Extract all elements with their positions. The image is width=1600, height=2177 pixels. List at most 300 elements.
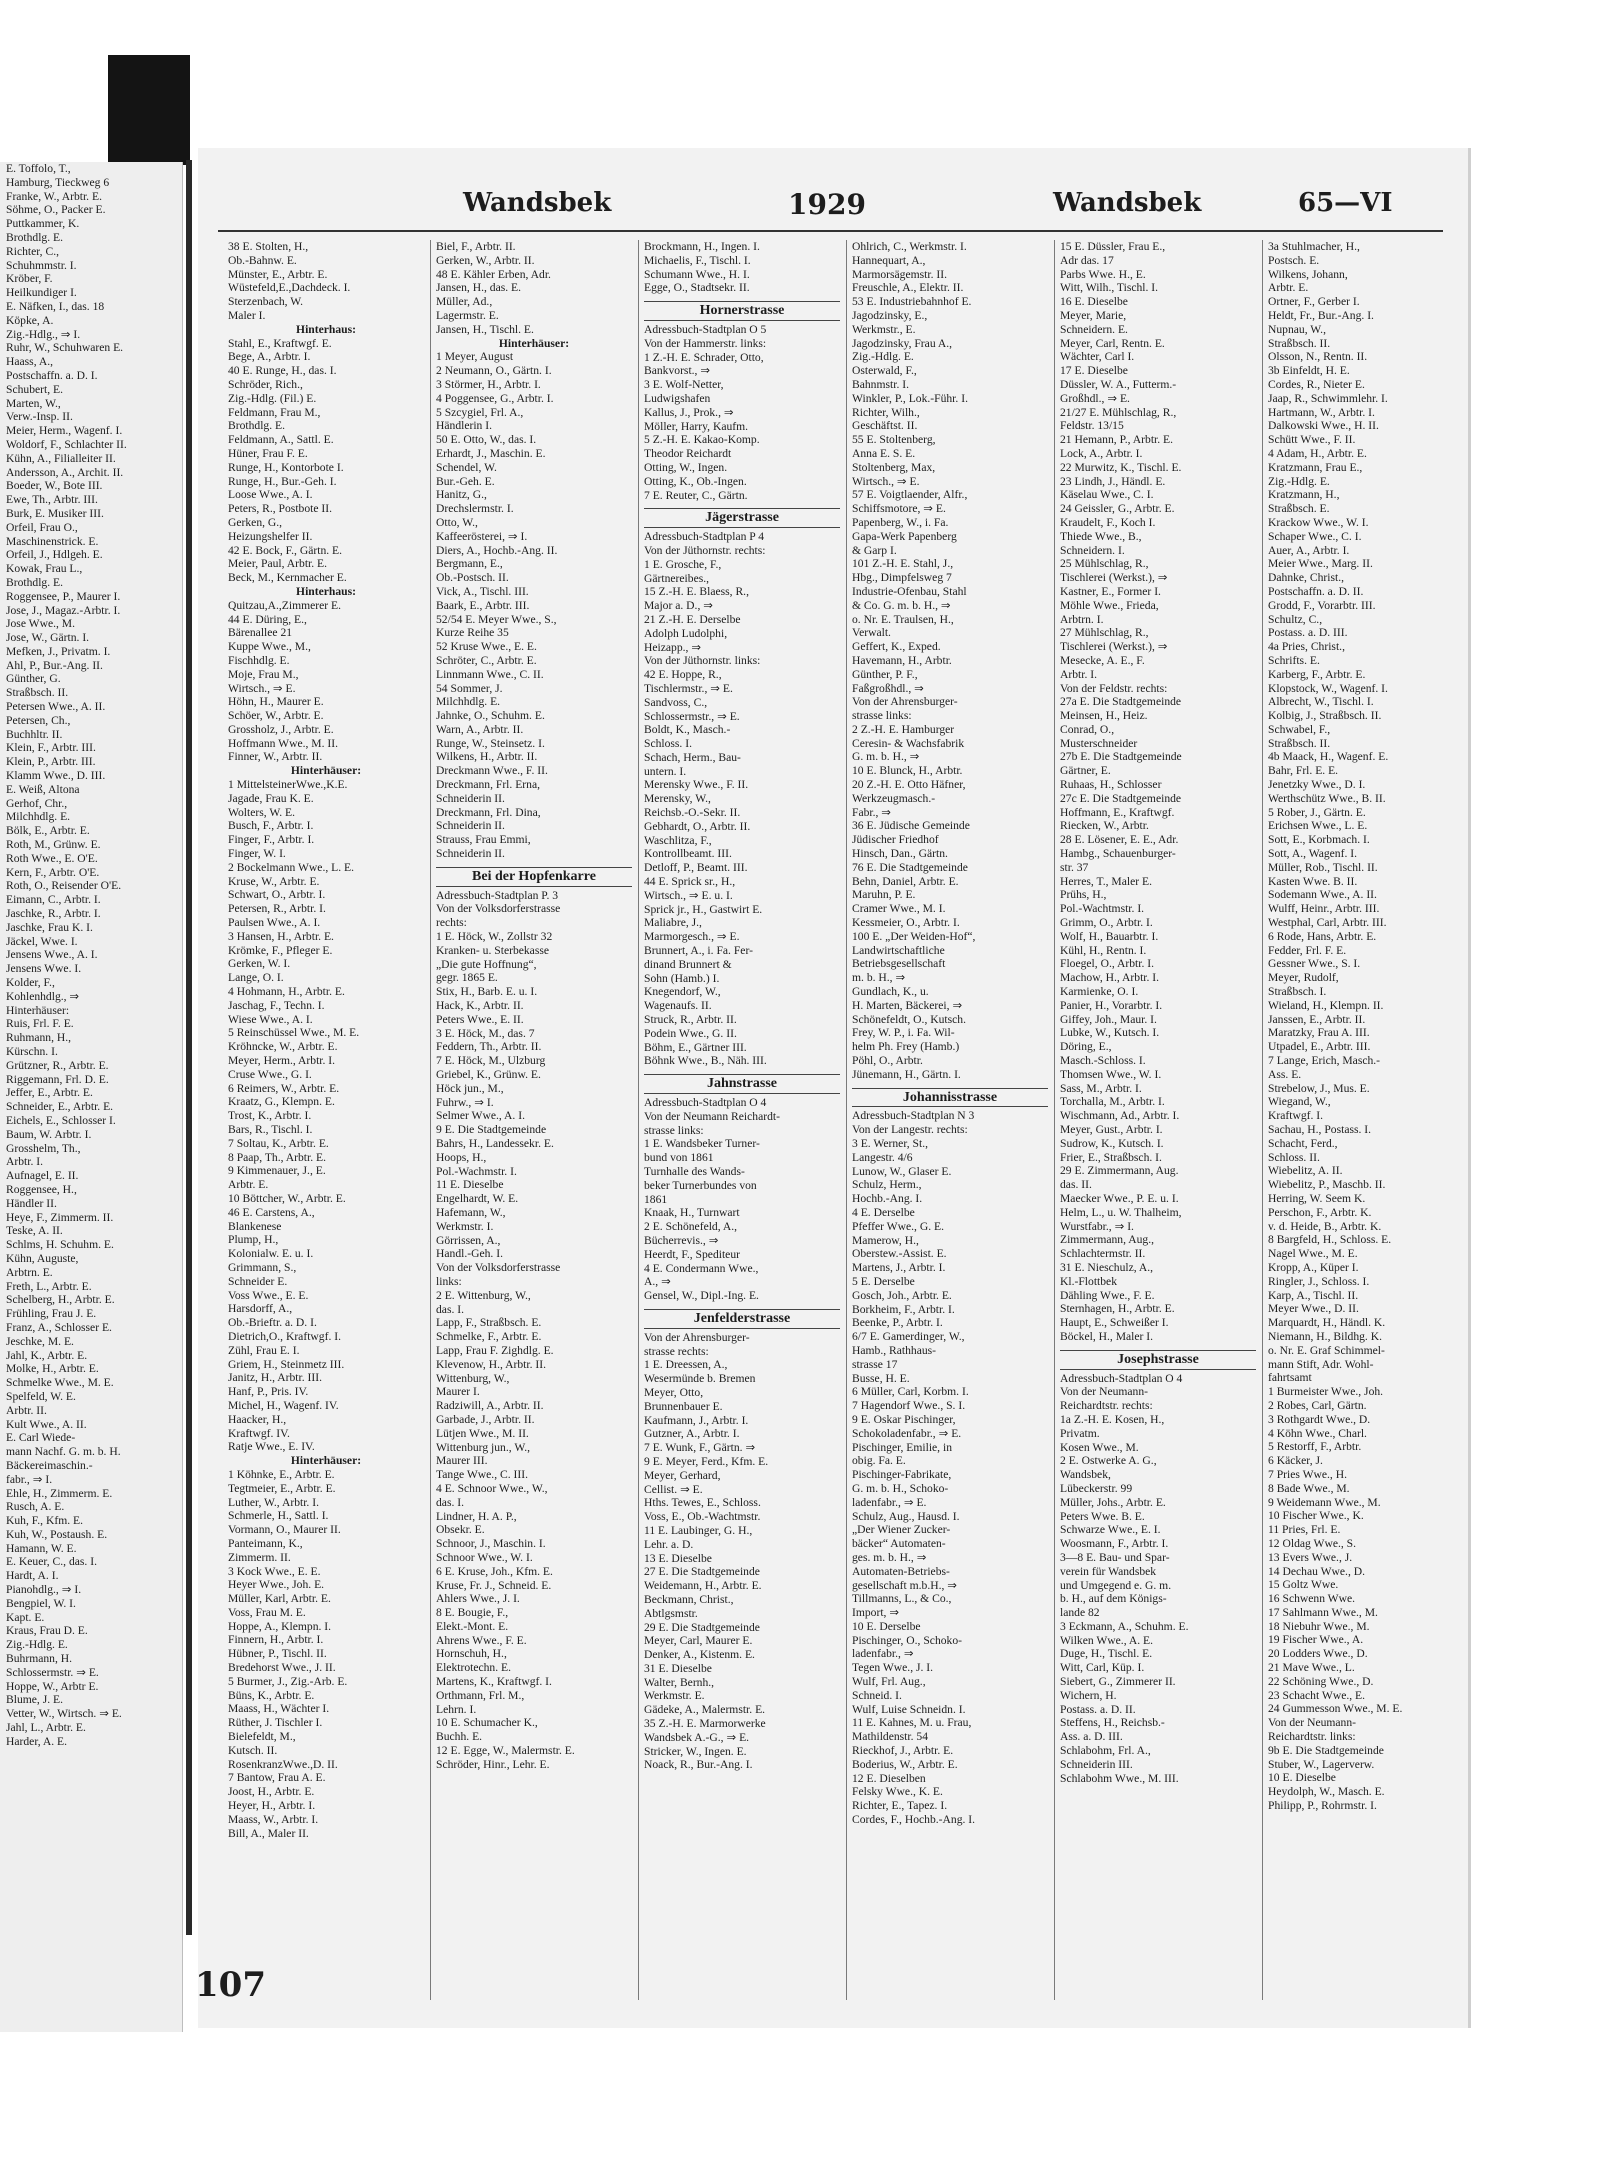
- directory-entry: Kröhncke, W., Arbtr. E.: [228, 1040, 338, 1054]
- directory-entry: Straßbsch. I.: [1268, 985, 1327, 999]
- directory-entry: Kühl, H., Rentn. I.: [1060, 943, 1147, 957]
- directory-entry: Cellist. ⇒ E.: [644, 1482, 703, 1496]
- directory-entry: Hambg., Schauenburger-: [1060, 847, 1176, 861]
- directory-entry: Günther, G.: [6, 672, 61, 686]
- directory-entry: 5 Restorff, F., Arbtr.: [1268, 1440, 1362, 1454]
- directory-entry: 13 Evers Wwe., J.: [1268, 1550, 1353, 1564]
- directory-entry: Maschinenstrick. E.: [6, 534, 99, 548]
- directory-entry: Lütjen Wwe., M. II.: [436, 1426, 529, 1440]
- directory-entry: Von der Ahrensburger-: [644, 1330, 750, 1344]
- directory-entry: Westphal, Carl, Arbtr. III.: [1268, 916, 1387, 930]
- directory-entry: Richter, E., Tapez. I.: [852, 1799, 948, 1813]
- directory-entry: Franz, A., Schlosser E.: [6, 1320, 112, 1334]
- directory-entry: Hamb., Rathhaus-: [852, 1343, 937, 1357]
- directory-entry: Hinterhaus:: [296, 584, 356, 598]
- directory-entry: Elektrotechn. E.: [436, 1661, 512, 1675]
- directory-entry: 21/27 E. Mühlschlag, R.,: [1060, 405, 1177, 419]
- directory-entry: Thomsen Wwe., W. I.: [1060, 1067, 1162, 1081]
- directory-entry: Abtlgsmstr.: [644, 1606, 698, 1620]
- street-heading: Johannisstrasse: [852, 1088, 1048, 1108]
- header-rule: [218, 230, 1443, 232]
- directory-entry: Jose, W., Gärtn. I.: [6, 631, 90, 645]
- directory-entry: Eichels, E., Schlosser I.: [6, 1113, 116, 1127]
- directory-entry: Brothdlg. E.: [6, 230, 64, 244]
- directory-entry: untern. I.: [644, 764, 687, 778]
- directory-entry: 55 E. Stoltenberg,: [852, 433, 936, 447]
- directory-entry: Schnoor, J., Maschin. I.: [436, 1537, 546, 1551]
- directory-entry: Dalkowski Wwe., H. II.: [1268, 419, 1379, 433]
- directory-entry: Wiebelitz, A. II.: [1268, 1164, 1343, 1178]
- directory-entry: Masch.-Schloss. I.: [1060, 1054, 1146, 1068]
- directory-entry: Kern, F., Arbtr. O'E.: [6, 865, 100, 879]
- directory-entry: Franke, W., Arbtr. E.: [6, 189, 102, 203]
- directory-entry: Maurer I.: [436, 1385, 480, 1399]
- directory-entry: Bärenallee 21: [228, 626, 293, 640]
- street-heading: Josephstrasse: [1060, 1350, 1256, 1370]
- directory-entry: Karp, A., Tischl. II.: [1268, 1288, 1359, 1302]
- directory-entry: Wandsbek A.-G., ⇒ E.: [644, 1730, 750, 1744]
- directory-entry: E. Toffolo, T.,: [6, 162, 71, 175]
- directory-entry: Schneiderin III.: [1060, 1757, 1133, 1771]
- directory-entry: Schneider E.: [228, 1274, 288, 1288]
- directory-entry: mann Nachf. G. m. b. H.: [6, 1445, 121, 1459]
- directory-entry: Hamburg, Tieckweg 6: [6, 175, 110, 189]
- directory-entry: Arbtr. E.: [1268, 281, 1309, 295]
- directory-entry: Karberg, F., Arbtr. E.: [1268, 667, 1366, 681]
- directory-entry: Mamerow, H.,: [852, 1233, 919, 1247]
- directory-entry: Werkmstr., E.: [852, 322, 916, 336]
- directory-entry: Kühn, Auguste,: [6, 1251, 79, 1265]
- directory-entry: Schöer, W., Arbtr. E.: [228, 709, 324, 723]
- directory-entry: Klein, P., Arbtr. III.: [6, 755, 96, 769]
- directory-entry: b. H., auf dem Königs-: [1060, 1592, 1167, 1606]
- directory-entry: Jagodzinsky, Frau A.,: [852, 336, 953, 350]
- directory-entry: 44 E. Düring, E.,: [228, 612, 307, 626]
- directory-entry: Ass. a. D. III.: [1060, 1730, 1123, 1744]
- directory-entry: Postass. a. D. III.: [1268, 626, 1348, 640]
- directory-entry: Adressbuch-Stadtplan P. 3: [436, 888, 559, 902]
- column-divider: [1262, 240, 1263, 2000]
- directory-entry: Siebert, G., Zimmerer II.: [1060, 1675, 1176, 1689]
- directory-entry: Brothdlg. E.: [228, 419, 286, 433]
- directory-entry: Wolters, W. E.: [228, 805, 296, 819]
- directory-entry: Paulsen Wwe., A. I.: [228, 916, 321, 930]
- directory-entry: Müller, Karl, Arbtr. E.: [228, 1592, 331, 1606]
- directory-entry: 42 E. Hoppe, R.,: [644, 668, 722, 682]
- directory-entry: Automaten-Betriebs-: [852, 1564, 950, 1578]
- directory-entry: Schwabel, F.,: [1268, 722, 1331, 736]
- directory-entry: Von der Hammerstr. links:: [644, 336, 767, 350]
- binding-bar: [108, 55, 190, 165]
- directory-entry: 31 E. Dieselbe: [644, 1661, 712, 1675]
- directory-entry: Kraftwgf. IV.: [228, 1426, 290, 1440]
- directory-entry: Adressbuch-Stadtplan N 3: [852, 1109, 975, 1123]
- directory-entry: Mathildenstr. 54: [852, 1730, 928, 1744]
- directory-entry: Heyer Wwe., Joh. E.: [228, 1578, 325, 1592]
- directory-entry: Dreckmann, Frl. Dina,: [436, 805, 541, 819]
- directory-entry: 2 E. Schönefeld, A.,: [644, 1220, 738, 1234]
- directory-entry: Runge, H., Kontorbote I.: [228, 460, 344, 474]
- directory-entry: ges. m. b. H., ⇒: [852, 1550, 927, 1564]
- directory-entry: Hardt, A. I.: [6, 1569, 59, 1583]
- directory-entry: Sott, E., Korbmach. I.: [1268, 833, 1370, 847]
- directory-entry: Erhardt, J., Maschin. E.: [436, 446, 546, 460]
- directory-entry: 27c E. Die Stadtgemeinde: [1060, 791, 1182, 805]
- directory-entry: 19 Fischer Wwe., A.: [1268, 1633, 1364, 1647]
- directory-entry: 3 Hansen, H., Arbtr. E.: [228, 929, 334, 943]
- directory-entry: v. d. Heide, B., Arbtr. K.: [1268, 1219, 1382, 1233]
- directory-entry: Grosshelm, Th.,: [6, 1141, 81, 1155]
- directory-entry: „Die gute Hoffnung“,: [436, 957, 537, 971]
- directory-entry: Höck jun., M.,: [436, 1081, 504, 1095]
- directory-entry: Knaak, H., Turnwart: [644, 1206, 740, 1220]
- directory-entry: Garbade, J., Arbtr. II.: [436, 1412, 535, 1426]
- directory-entry: Brunnert, A., i. Fa. Fer-: [644, 944, 753, 958]
- directory-entry: Kallus, J., Prok., ⇒: [644, 405, 734, 419]
- directory-entry: 23 Lindh, J., Händl. E.: [1060, 474, 1166, 488]
- directory-entry: Schlabohm, Frl. A.,: [1060, 1744, 1151, 1758]
- directory-entry: 7 Pries Wwe., H.: [1268, 1467, 1347, 1481]
- directory-entry: 10 E. Dieselbe: [1268, 1771, 1336, 1785]
- directory-entry: Heyer, H., Arbtr. I.: [228, 1799, 316, 1813]
- directory-entry: Engelhardt, W. E.: [436, 1192, 519, 1206]
- directory-entry: o. Nr. E. Traulsen, H.,: [852, 612, 954, 626]
- directory-entry: Parbs Wwe. H., E.: [1060, 267, 1146, 281]
- directory-entry: Luther, W., Arbtr. I.: [228, 1495, 319, 1509]
- directory-entry: Ceresin- & Wachsfabrik: [852, 736, 965, 750]
- directory-entry: Jeschke, M. E.: [6, 1334, 74, 1348]
- left-page-fragment: [0, 162, 183, 2032]
- directory-entry: 9 Kimmenauer, J., E.: [228, 1164, 326, 1178]
- directory-entry: Jaschke, Frau K. I.: [6, 920, 93, 934]
- column-divider: [430, 240, 431, 2000]
- directory-entry: Martens, K., Kraftwgf. I.: [436, 1675, 552, 1689]
- directory-entry: 7 Hagendorf Wwe., S. I.: [852, 1399, 966, 1413]
- directory-entry: Janitz, H., Arbtr. III.: [228, 1371, 323, 1385]
- directory-entry: Meier, Paul, Arbtr. E.: [228, 557, 328, 571]
- directory-entry: Bredehorst Wwe., J. II.: [228, 1661, 336, 1675]
- directory-column-1: [228, 240, 424, 2000]
- header-left-title: Wandsbek: [463, 188, 612, 218]
- directory-entry: Pfeffer Wwe., G. E.: [852, 1219, 944, 1233]
- directory-entry: 3—8 E. Bau- und Spar-: [1060, 1550, 1170, 1564]
- directory-entry: Kuppe Wwe., M.,: [228, 640, 311, 654]
- directory-entry: Hoppe, A., Klempn. I.: [228, 1619, 332, 1633]
- directory-entry: Quitzau,A.,Zimmerer E.: [228, 598, 341, 612]
- directory-entry: Postass. a. D. II.: [1060, 1702, 1136, 1716]
- directory-entry: fahrtsamt: [1268, 1371, 1312, 1385]
- directory-entry: Vormann, O., Maurer II.: [228, 1523, 341, 1537]
- directory-entry: Janssen, E., Arbtr. II.: [1268, 1012, 1366, 1026]
- directory-entry: Tange Wwe., C. III.: [436, 1468, 529, 1482]
- directory-entry: Hoffmann Wwe., M. II.: [228, 736, 339, 750]
- directory-entry: 10 E. Blunck, H., Arbtr.: [852, 764, 963, 778]
- directory-entry: 27 Mühlschlag, R.,: [1060, 626, 1149, 640]
- directory-entry: Meyer Wwe., D. II.: [1268, 1302, 1359, 1316]
- directory-entry: 18 Niebuhr Wwe., M.: [1268, 1619, 1370, 1633]
- directory-entry: 27a E. Die Stadtgemeinde: [1060, 695, 1182, 709]
- directory-entry: Petersen, Ch.,: [6, 713, 71, 727]
- directory-entry: Privatm.: [1060, 1426, 1100, 1440]
- directory-entry: Finger, W. I.: [228, 847, 286, 861]
- directory-entry: Tischlerei (Werkst.), ⇒: [1060, 640, 1168, 654]
- directory-entry: Roth Wwe., E. O'E.: [6, 851, 98, 865]
- directory-entry: 2 Robes, Carl, Gärtn.: [1268, 1398, 1367, 1412]
- directory-entry: das. II.: [1060, 1178, 1092, 1192]
- directory-entry: Arbtr. I.: [6, 1155, 44, 1169]
- directory-entry: Sternhagen, H., Arbtr. E.: [1060, 1302, 1175, 1316]
- directory-entry: Borkheim, F., Arbtr. I.: [852, 1302, 955, 1316]
- directory-entry: Boeder, W., Bote III.: [6, 479, 103, 493]
- directory-entry: Jagade, Frau K. E.: [228, 791, 314, 805]
- directory-column-6: [1268, 240, 1464, 2000]
- directory-entry: Freth, L., Arbtr. E.: [6, 1279, 92, 1293]
- directory-entry: Schelberg, H., Arbtr. E.: [6, 1293, 115, 1307]
- directory-entry: 5 Szcygiel, Frl. A.,: [436, 405, 524, 419]
- directory-entry: Möhle Wwe., Frieda,: [1060, 598, 1159, 612]
- directory-entry: Otto, W.,: [436, 515, 478, 529]
- directory-entry: Thiede Wwe., B.,: [1060, 529, 1142, 543]
- directory-entry: Schneiderin II.: [436, 791, 505, 805]
- directory-entry: 44 E. Sprick sr., H.,: [644, 875, 736, 889]
- directory-entry: Maruhn, P. E.: [852, 888, 916, 902]
- directory-entry: Hack, K., Arbtr. II.: [436, 999, 524, 1013]
- directory-entry: 52 Kruse Wwe., E. E.: [436, 640, 537, 654]
- directory-entry: Maratzky, Frau A. III.: [1268, 1026, 1370, 1040]
- directory-entry: Detloff, P., Beamt. III.: [644, 861, 748, 875]
- directory-entry: Runge, W., Steinsetz. I.: [436, 736, 545, 750]
- header-year: 1929: [788, 188, 866, 221]
- directory-entry: 28 E. Lösener, E. E., Adr.: [1060, 833, 1179, 847]
- directory-entry: Bill, A., Maler II.: [228, 1826, 309, 1840]
- directory-entry: Heerdt, F., Spediteur: [644, 1247, 740, 1261]
- directory-entry: Jeffer, E., Arbtr. E.: [6, 1086, 93, 1100]
- directory-entry: Boldt, K., Masch.-: [644, 723, 731, 737]
- directory-entry: Meyer, Carl, Rentn. E.: [1060, 336, 1165, 350]
- directory-entry: Tischlermstr., ⇒ E.: [644, 681, 733, 695]
- directory-entry: Meier Wwe., Marg. II.: [1268, 557, 1373, 571]
- directory-entry: Sott, A., Wagenf. I.: [1268, 847, 1358, 861]
- directory-entry: Kastner, E., Former I.: [1060, 584, 1161, 598]
- header-right-title: Wandsbek: [1053, 188, 1202, 218]
- directory-entry: Maecker Wwe., P. E. u. I.: [1060, 1191, 1179, 1205]
- directory-entry: 29 E. Zimmermann, Aug.: [1060, 1164, 1179, 1178]
- directory-entry: Wilken Wwe., A. E.: [1060, 1633, 1154, 1647]
- directory-entry: Hinsch, Dan., Gärtn.: [852, 847, 948, 861]
- directory-entry: Gädeke, A., Malermstr. E.: [644, 1703, 766, 1717]
- directory-entry: Tischlerei (Werkst.), ⇒: [1060, 571, 1168, 585]
- directory-entry: 7 Lange, Erich, Masch.-: [1268, 1054, 1381, 1068]
- directory-entry: Beckmann, Christ.,: [644, 1592, 734, 1606]
- directory-entry: 4b Maack, H., Wagenf. E.: [1268, 750, 1389, 764]
- directory-entry: Linnmann Wwe., C. II.: [436, 667, 544, 681]
- directory-entry: Schloss. I.: [644, 737, 692, 751]
- directory-entry: Möller, Harry, Kaufm.: [644, 419, 749, 433]
- directory-entry: Ehle, H., Zimmerm. E.: [6, 1486, 113, 1500]
- directory-entry: 1 Burmeister Wwe., Joh.: [1268, 1385, 1384, 1399]
- directory-entry: 25 Mühlschlag, R.,: [1060, 557, 1149, 571]
- directory-entry: Harsdorff, A.,: [228, 1302, 293, 1316]
- directory-entry: Jansen, H., Tischl. E.: [436, 322, 534, 336]
- directory-entry: Loose Wwe., A. I.: [228, 488, 313, 502]
- directory-entry: Schulz, Aug., Hausd. I.: [852, 1509, 960, 1523]
- directory-entry: Kranken- u. Sterbekasse: [436, 943, 549, 957]
- directory-entry: Schneider, E., Arbtr. E.: [6, 1100, 114, 1114]
- directory-entry: 76 E. Die Stadtgemeinde: [852, 860, 968, 874]
- directory-entry: Wischmann, Ad., Arbtr. I.: [1060, 1109, 1180, 1123]
- directory-entry: Hannequart, A.,: [852, 253, 926, 267]
- directory-entry: 4 E. Condermann Wwe.,: [644, 1261, 759, 1275]
- directory-entry: Feldstr. 13/15: [1060, 419, 1124, 433]
- directory-entry: 20 Z.-H. E. Otto Häfner,: [852, 778, 966, 792]
- directory-entry: Betriebsgesellschaft: [852, 957, 946, 971]
- directory-entry: Maler I.: [228, 308, 266, 322]
- directory-entry: 1 MittelsteinerWwe.,K.E.: [228, 778, 348, 792]
- directory-entry: Kolonialw. E. u. I.: [228, 1247, 314, 1261]
- directory-entry: Zig.-Hdlg. E.: [6, 1638, 68, 1652]
- directory-entry: Bäckereimaschin.-: [6, 1458, 93, 1472]
- directory-entry: 11 E. Kahnes, M. u. Frau,: [852, 1716, 972, 1730]
- directory-entry: Schönefeldt, O., Kutsch.: [852, 1012, 966, 1026]
- directory-entry: Haacker, H.,: [228, 1412, 287, 1426]
- directory-entry: Wirtsch., ⇒ E.: [852, 474, 920, 488]
- directory-entry: Adressbuch-Stadtplan O 4: [1060, 1371, 1183, 1385]
- directory-entry: Zig.-Hdlg. (Fil.) E.: [228, 391, 317, 405]
- directory-entry: Rieckhof, J., Arbtr. E.: [852, 1744, 954, 1758]
- directory-entry: Gärtnereibes.,: [644, 571, 710, 585]
- directory-entry: o. Nr. E. Graf Schimmel-: [1268, 1343, 1385, 1357]
- directory-entry: Kratzmann, Frau E.,: [1268, 460, 1363, 474]
- directory-entry: Jünemann, H., Gärtn. I.: [852, 1067, 961, 1081]
- directory-entry: Lübeckerstr. 99: [1060, 1481, 1133, 1495]
- directory-entry: Heilkundiger I.: [6, 286, 77, 300]
- directory-entry: Maurer III.: [436, 1454, 488, 1468]
- directory-entry: Schuhmmstr. I.: [6, 258, 77, 272]
- directory-entry: Grossholz, J., Arbtr. E.: [228, 722, 334, 736]
- directory-entry: Pol.-Wachtmstr. I.: [1060, 902, 1145, 916]
- directory-entry: Karmienke, O. I.: [1060, 985, 1139, 999]
- column-divider: [638, 240, 639, 2000]
- directory-entry: Import, ⇒: [852, 1606, 900, 1620]
- directory-entry: 2 E. Wittenburg, W.,: [436, 1288, 531, 1302]
- directory-entry: Tegtmeier, E., Arbtr. E.: [228, 1481, 336, 1495]
- directory-entry: Bars, R., Tischl. I.: [228, 1123, 313, 1136]
- directory-entry: 3 Rothgardt Wwe., D.: [1268, 1412, 1371, 1426]
- directory-entry: Kowak, Frau L.,: [6, 562, 83, 576]
- directory-entry: Adr das. 17: [1060, 253, 1114, 267]
- directory-entry: verein für Wandsbek: [1060, 1564, 1157, 1578]
- directory-entry: m. b. H., ⇒: [852, 971, 906, 985]
- directory-entry: Münster, E., Arbtr. E.: [228, 267, 328, 281]
- directory-entry: 17 E. Dieselbe: [1060, 364, 1128, 378]
- directory-entry: Hoppe, W., Arbtr E.: [6, 1679, 99, 1693]
- directory-entry: Dreckmann Wwe., F. II.: [436, 764, 548, 778]
- directory-entry: Egge, O., Stadtsekr. II.: [644, 281, 750, 295]
- directory-entry: 4 Hohmann, H., Arbtr. E.: [228, 985, 345, 999]
- directory-entry: Wüstefeld,E.,Dachdeck. I.: [228, 281, 351, 295]
- directory-entry: Schlossermstr. ⇒ E.: [6, 1665, 99, 1679]
- directory-entry: Schröder, Hinr., Lehr. E.: [436, 1757, 550, 1771]
- directory-entry: 8 Paap, Th., Arbtr. E.: [228, 1150, 327, 1164]
- column-divider: [1054, 240, 1055, 2000]
- directory-entry: Denker, A., Kistenm. E.: [644, 1648, 755, 1662]
- directory-entry: Maass, H., Wächter I.: [228, 1702, 330, 1716]
- directory-entry: 8 E. Bougie, F.,: [436, 1606, 509, 1620]
- directory-entry: Hinterhaus:: [296, 322, 356, 336]
- directory-entry: Frey, W. P., i. Fa. Wil-: [852, 1026, 955, 1040]
- directory-entry: Helm, L., u. W. Thalheim,: [1060, 1205, 1182, 1219]
- directory-entry: Gensel, W., Dipl.-Ing. E.: [644, 1289, 759, 1303]
- binding-line: [186, 160, 192, 1935]
- directory-entry: Kolder, F.,: [6, 976, 55, 990]
- directory-entry: Witt, Wilh., Tischl. I.: [1060, 281, 1159, 295]
- directory-entry: Ass. E.: [1268, 1067, 1302, 1081]
- directory-entry: 46 E. Carstens, A.,: [228, 1205, 315, 1219]
- directory-entry: Roth, M., Grünw. E.: [6, 838, 101, 852]
- directory-entry: Pianohdlg., ⇒ I.: [6, 1583, 82, 1597]
- directory-entry: Roth, O., Reisender O'E.: [6, 879, 122, 893]
- directory-entry: Wittenburg jun., W.,: [436, 1440, 531, 1454]
- directory-entry: Fabr., ⇒: [852, 805, 892, 819]
- directory-entry: Teske, A. II.: [6, 1224, 63, 1238]
- directory-entry: Otting, W., Ingen.: [644, 460, 728, 474]
- directory-entry: 50 E. Otto, W., das. I.: [436, 433, 537, 447]
- directory-entry: Prühs, H.,: [1060, 888, 1107, 902]
- directory-entry: Schmerle, H., Sattl. I.: [228, 1509, 329, 1523]
- directory-entry: 1 E. Höck, W., Zollstr 32: [436, 930, 553, 944]
- directory-entry: Schubert, E.: [6, 382, 63, 396]
- directory-entry: Lock, A., Arbtr. I.: [1060, 446, 1143, 460]
- directory-entry: 3 Kock Wwe., E. E.: [228, 1564, 321, 1578]
- directory-entry: 7 Soltau, K., Arbtr. E.: [228, 1136, 329, 1150]
- directory-entry: Finger, F., Arbtr. I.: [228, 833, 315, 847]
- directory-entry: 13 E. Dieselbe: [644, 1551, 712, 1565]
- directory-entry: E. Näfken, I., das. 18: [6, 299, 105, 313]
- directory-entry: Jenetzky Wwe., D. I.: [1268, 778, 1366, 792]
- directory-entry: Feddern, Th., Arbtr. II.: [436, 1040, 542, 1054]
- directory-entry: 5 Reinschüssel Wwe., M. E.: [228, 1026, 360, 1040]
- directory-entry: Geschäftst. II.: [852, 419, 918, 433]
- directory-entry: Hüner, Frau F. E.: [228, 446, 308, 460]
- directory-entry: Jüdischer Friedhof: [852, 833, 939, 847]
- directory-entry: Wilkens, Johann,: [1268, 267, 1348, 281]
- directory-entry: 3b Einfeldt, H. E.: [1268, 364, 1350, 378]
- directory-entry: Adressbuch-Stadtplan O 4: [644, 1096, 767, 1110]
- directory-entry: Nupnau, W.,: [1268, 322, 1326, 336]
- directory-entry: 1 E. Grosche, F.,: [644, 557, 722, 571]
- directory-entry: Müller, Johs., Arbtr. E.: [1060, 1495, 1166, 1509]
- directory-entry: Spelfeld, W. E.: [6, 1389, 76, 1403]
- directory-entry: Von der Ahrensburger-: [852, 695, 958, 709]
- directory-entry: Jensens Wwe. I.: [6, 962, 82, 976]
- directory-entry: Moje, Frau M.,: [228, 667, 299, 681]
- directory-entry: 9 Weidemann Wwe., M.: [1268, 1495, 1381, 1509]
- directory-entry: Vetter, W., Wirtsch. ⇒ E.: [6, 1707, 122, 1721]
- directory-entry: Burk, E. Musiker III.: [6, 506, 104, 520]
- directory-entry: dinand Brunnert &: [644, 957, 732, 971]
- directory-entry: Molke, H., Arbtr. E.: [6, 1362, 99, 1376]
- directory-entry: Wulf, Luise Schneidn. I.: [852, 1702, 966, 1716]
- directory-entry: Finnern, H., Arbtr. I.: [228, 1633, 324, 1647]
- directory-entry: Theodor Reichardt: [644, 447, 732, 461]
- directory-entry: Major a. D., ⇒: [644, 599, 713, 613]
- directory-entry: Handl.-Geh. I.: [436, 1247, 503, 1261]
- page-number: 107: [195, 1965, 266, 2005]
- directory-entry: G. m. b. H., Schoko-: [852, 1481, 949, 1495]
- directory-entry: Ringler, J., Schloss. I.: [1268, 1274, 1370, 1288]
- directory-entry: 11 E. Dieselbe: [436, 1178, 504, 1192]
- directory-entry: fabr., ⇒ I.: [6, 1472, 53, 1486]
